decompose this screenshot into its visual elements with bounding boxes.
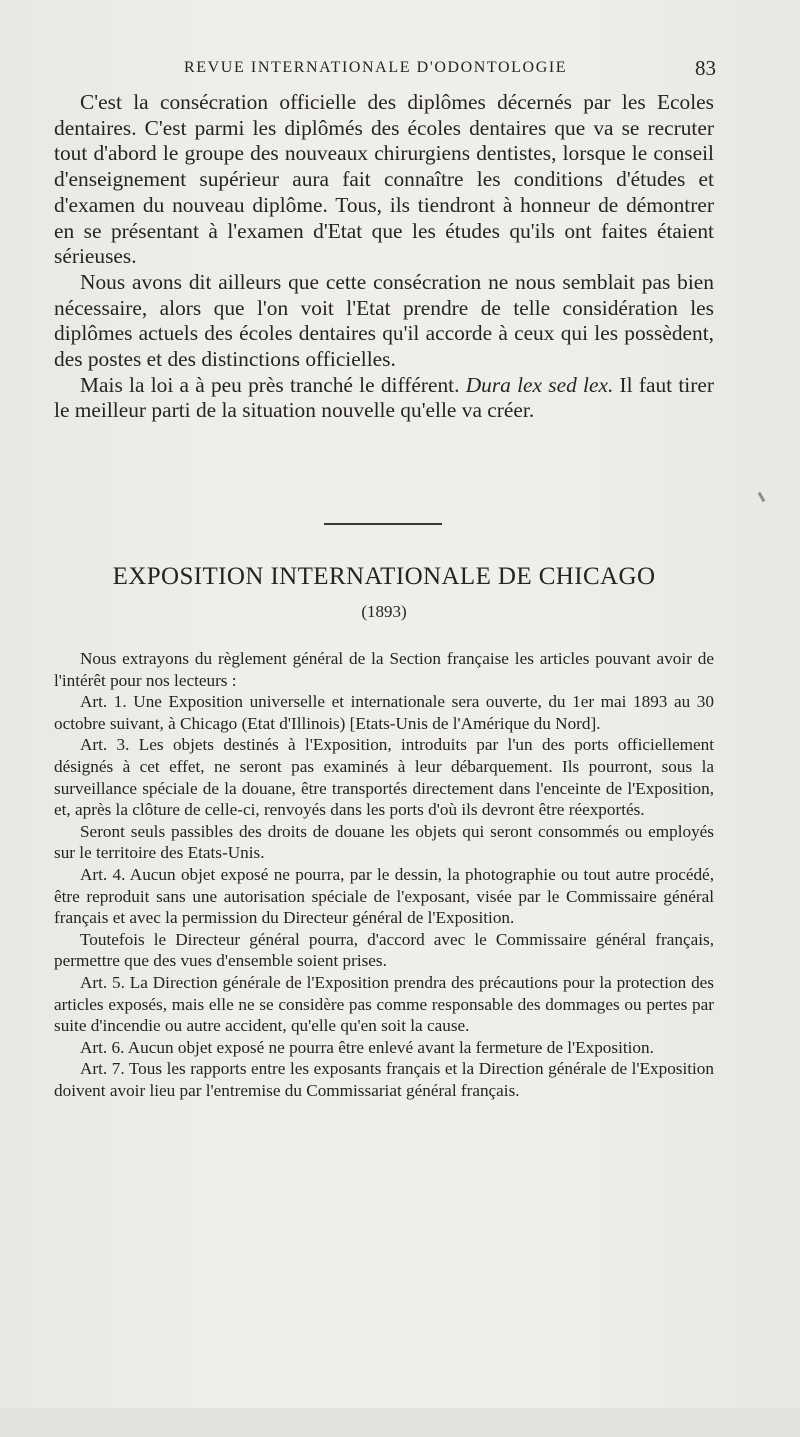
page-bottom-edge — [0, 1408, 800, 1437]
section-paragraph: Art. 1. Une Exposition universelle et internationale sera ouverte, du 1er mai 1893 au 30 octobre suivant, à Chicago (Etat d'Illinois) [Etats-Unis de l'Amérique du Nord]. — [54, 692, 714, 733]
paper-speck — [758, 492, 766, 502]
section-paragraph: Art. 4. Aucun objet exposé ne pourra, par le dessin, la photographie ou tout autre procédé, être reproduit sans une autorisation spéciale de l'exposant, visée par le Commissaire général français et avec la permission du Directeur général de l'Exposition. — [54, 864, 714, 928]
section-paragraph: Nous extrayons du règlement général de la Section française les articles pouvant avoir de l'intérêt pour nos lecteurs : — [54, 649, 714, 690]
paragraph-2: Nous avons dit ailleurs que cette consécration ne nous semblait pas bien nécessaire, alors que l'on voit l'Etat prendre de telle considération les diplômes actuels des écoles dentaires qu'il accorde à ceux qui les possèdent, des postes et des distinctions officielles. — [54, 269, 714, 372]
paragraph-3-end: Il faut tirer le meilleur parti de la situation nouvelle qu'elle va créer. — [54, 372, 714, 423]
section-paragraph: Art. 7. Tous les rapports entre les exposants français et la Direction générale de l'Exposition doivent avoir lieu par l'entremise du Commissariat général français. — [54, 1059, 714, 1100]
section-body — [54, 648, 714, 1101]
section-paragraph: Seront seuls passibles des droits de douane les objets qui seront consommés ou employés sur le territoire des Etats-Unis. — [54, 821, 714, 863]
section-paragraph: Toutefois le Directeur général pourra, d'accord avec le Commissaire général français, permettre que des vues d'ensemble soient prises. — [54, 929, 714, 971]
paragraph-3 — [54, 373, 714, 424]
paragraph-3-start: Mais la loi a à peu près tranché le différent. — [80, 372, 460, 397]
section-paragraph: Art. 5. La Direction générale de l'Exposition prendra des précautions pour la protection des articles exposés, mais elle ne se considère pas comme responsable des dommages ou pertes par suite d'incendie ou autre accident, qu'elle qu'en soit la cause. — [54, 972, 714, 1036]
section-year: (1893) — [361, 602, 407, 621]
body-text — [54, 90, 714, 424]
section-paragraph: Art. 3. Les objets destinés à l'Exposition, introduits par l'un des ports officiellement désignés à cet effet, ne seront pas examinés à leur débarquement. Ils pourront, sous la surveillance spéciale de la douane, être transportés directement dans l'enceinte de l'Exposition, et, après la clôture de celle-ci, renvoyés dans les ports d'où ils devront être réexportés. — [54, 735, 714, 820]
latin-maxim: Dura lex sed lex. — [465, 372, 614, 397]
running-title: REVUE INTERNATIONALE D'ODONTOLOGIE — [184, 59, 568, 76]
section-divider — [324, 523, 442, 525]
section-paragraph: Art. 6. Aucun objet exposé ne pourra être enlevé avant la fermeture de l'Exposition. — [80, 1037, 654, 1057]
running-head — [54, 56, 714, 84]
paragraph-1: C'est la consécration officielle des diplômes décernés par les Ecoles dentaires. C'est parmi les diplômés des écoles dentaires que va se recruter tout d'abord le groupe des nouveaux chirurgiens dentistes, lorsque le conseil d'enseignement supérieur aura fait connaître les conditions d'études et d'examen du nouveau diplôme. Tous, ils tiendront à honneur de démontrer en se présentant à l'examen d'Etat que les études qu'ils ont faites étaient sérieuses. — [54, 90, 714, 269]
section-title: EXPOSITION INTERNATIONALE DE CHICAGO — [112, 563, 656, 590]
page-number: 83 — [695, 56, 716, 80]
